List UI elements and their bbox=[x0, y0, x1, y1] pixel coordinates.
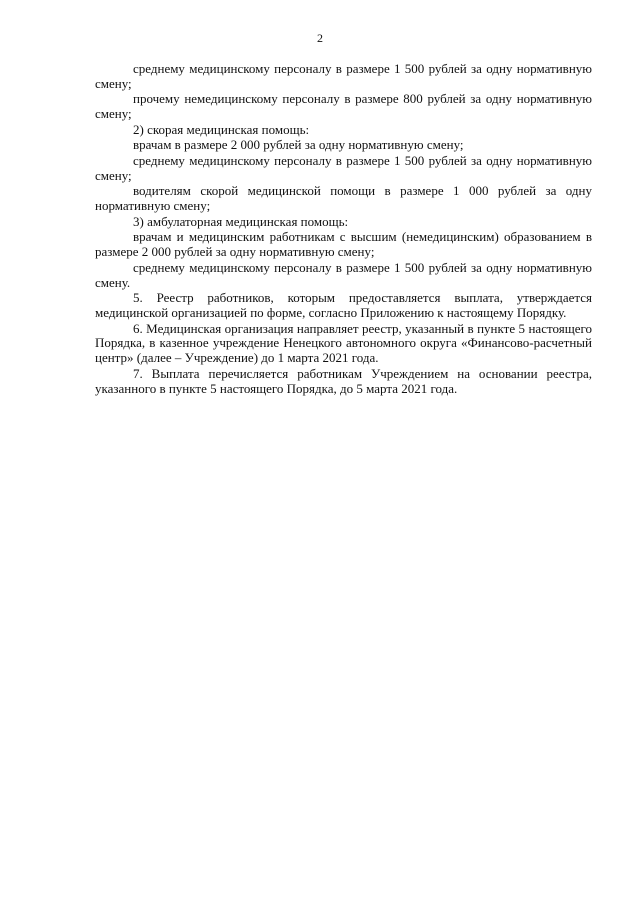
paragraph-item-7: 7. Выплата перечисляется работникам Учреждением на основании реестра, указанного в пункте 5 настоящего Порядка, до 5 марта 2021 года. bbox=[95, 365, 592, 396]
document-body bbox=[95, 62, 592, 396]
paragraph-outpatient-heading: 3) амбулаторная медицинская помощь: bbox=[133, 213, 349, 229]
paragraph-ambulance-nurse-rate: среднему медицинскому персоналу в размере 1 500 рублей за одну нормативную смену; bbox=[95, 152, 592, 183]
paragraph-ambulance-doctors-rate: врачам в размере 2 000 рублей за одну нормативную смену; bbox=[133, 137, 464, 153]
paragraph-ambulance-heading: 2) скорая медицинская помощь: bbox=[133, 121, 310, 137]
paragraph-item-6: 6. Медицинская организация направляет реестр, указанный в пункте 5 настоящего Порядка, в казенное учреждение Ненецкого автономного округа «Финансово-расчетный центр» (далее – Учреждение) до 1 марта 2021 года. bbox=[95, 320, 592, 366]
paragraph-outpatient-nurse-rate: среднему медицинскому персоналу в размере 1 500 рублей за одну нормативную смену. bbox=[95, 259, 592, 290]
paragraph-non-medical-rate: прочему немедицинскому персоналу в размере 800 рублей за одну нормативную смену; bbox=[95, 91, 592, 122]
paragraph-item-5: 5. Реестр работников, которым предоставляется выплата, утверждается медицинской организацией по форме, согласно Приложению к настоящему Порядку. bbox=[95, 290, 592, 320]
paragraph-nurse-rate-1: среднему медицинскому персоналу в размере 1 500 рублей за одну нормативную смену; bbox=[95, 61, 592, 91]
paragraph-outpatient-doctors-rate: врачам и медицинским работникам с высшим (немедицинским) образованием в размере 2 000 рублей за одну нормативную смену; bbox=[95, 229, 592, 260]
paragraph-ambulance-drivers-rate: водителям скорой медицинской помощи в размере 1 000 рублей за одну нормативную смену; bbox=[95, 183, 592, 214]
page-number: 2 bbox=[317, 31, 323, 45]
